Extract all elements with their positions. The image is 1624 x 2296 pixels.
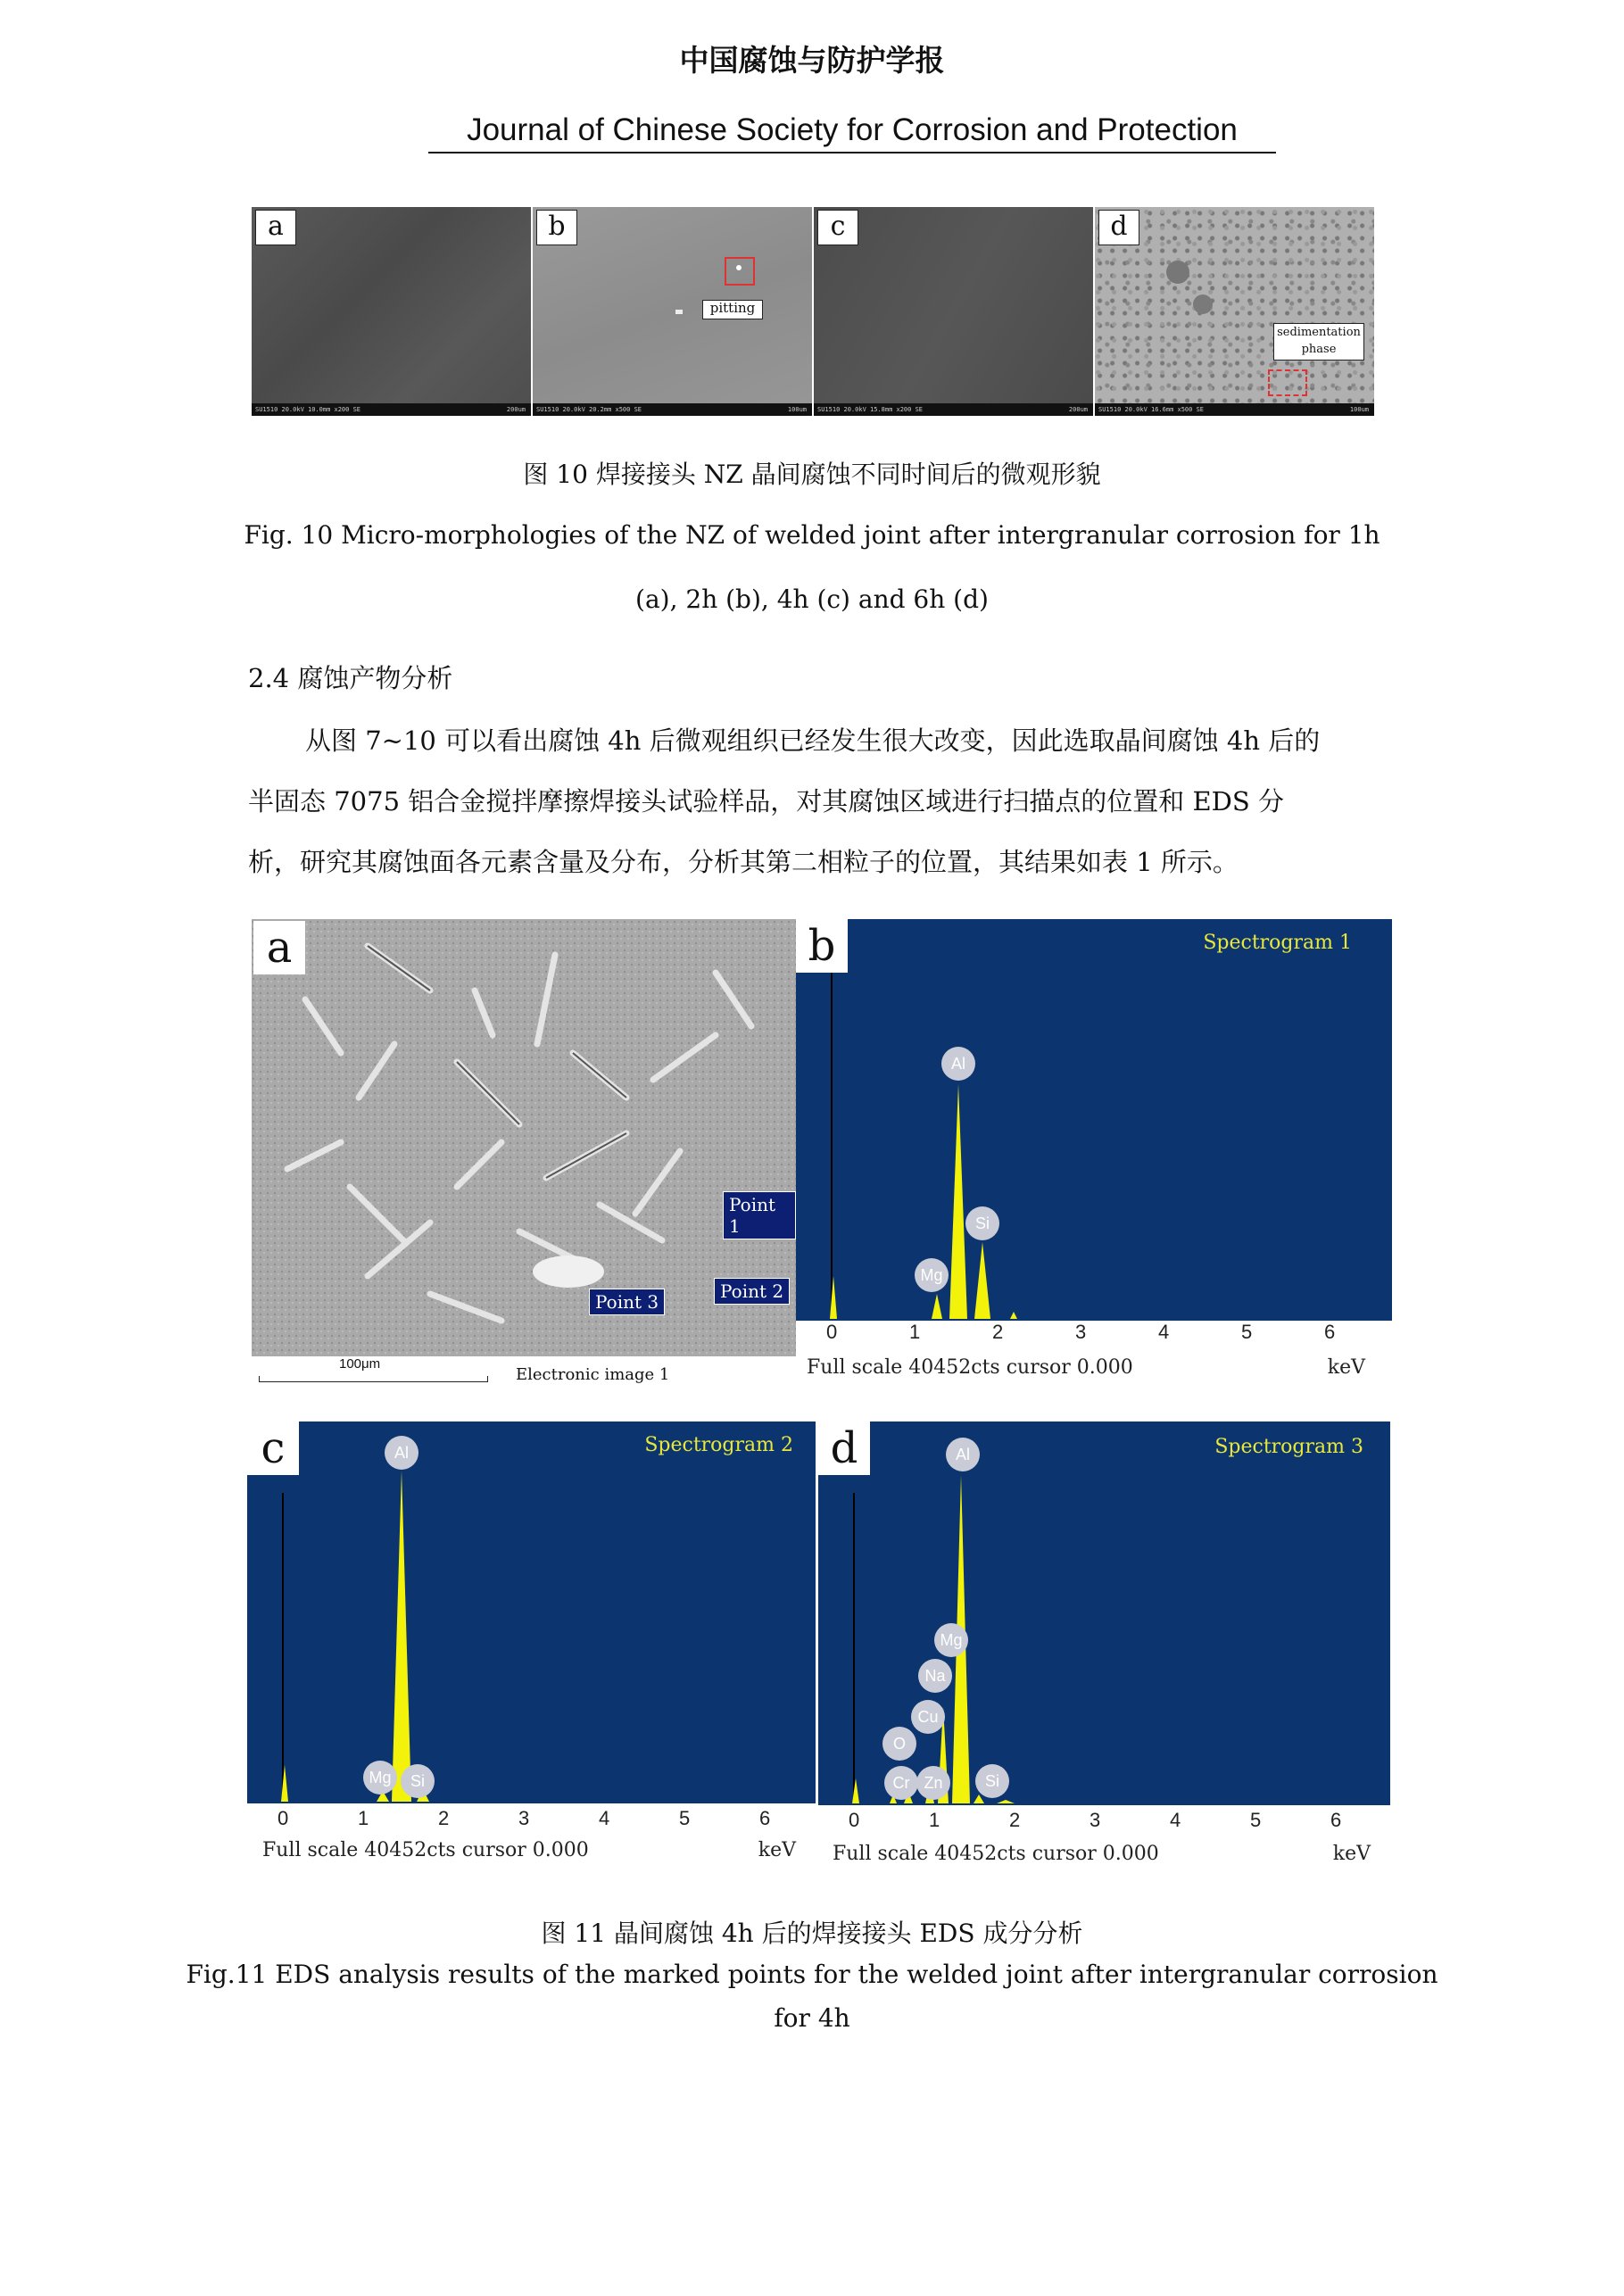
element-al-badge: Al: [385, 1436, 418, 1470]
sem-info-bar: SU1510 20.0kV 15.8mm x200 SE: [814, 403, 1093, 416]
pitting-label: pitting: [702, 300, 763, 319]
fig10-image-strip: [252, 207, 1374, 416]
fig11-panel-b-spectrum: [796, 919, 1392, 1397]
tick-4: 4: [1170, 1809, 1181, 1831]
fig11-panel-a-sem: [252, 919, 796, 1397]
panel-letter: b: [536, 210, 577, 245]
peak-si: [974, 1795, 984, 1803]
panel-letter: c: [247, 1422, 299, 1475]
element-al-badge: Al: [941, 1047, 975, 1081]
tick-4: 4: [599, 1807, 610, 1829]
sem-scale: 200um: [506, 406, 526, 413]
kev-label: keV: [1327, 1356, 1365, 1379]
tick-0: 0: [826, 1321, 838, 1343]
tick-1: 1: [909, 1321, 921, 1343]
section-heading: 2.4 腐蚀产物分析: [248, 663, 453, 693]
sediment-marker: [1268, 369, 1307, 396]
element-si-badge: Si: [965, 1206, 999, 1240]
fig10-panel-b: [533, 207, 814, 416]
peak-si: [974, 1242, 990, 1319]
paragraph-line-2: 半固态 7075 铝合金搅拌摩擦焊接头试验样品，对其腐蚀区域进行扫描点的位置和 EDS 分: [248, 786, 1284, 816]
element-mg-badge: Mg: [363, 1761, 397, 1795]
fig11-caption-cn: 图 11 晶间腐蚀 4h 后的焊接接头 EDS 成分分析: [541, 1919, 1083, 1948]
panel-letter: d: [1098, 210, 1139, 245]
image-label: Electronic image 1: [516, 1365, 670, 1384]
spectrum-plot: [247, 1422, 816, 1803]
tick-5: 5: [1241, 1321, 1253, 1343]
tick-3: 3: [1075, 1321, 1087, 1343]
element-mg-badge: Mg: [915, 1258, 949, 1292]
spectrum-plot: [796, 919, 1392, 1321]
tick-5: 5: [679, 1807, 691, 1829]
sem-info-bar: SU1510 20.0kV 20.2mm x500 SE: [533, 403, 812, 416]
element-cu-badge: Cu: [911, 1700, 945, 1734]
element-si-badge: Si: [975, 1764, 1009, 1798]
particle: [675, 310, 683, 314]
tick-6: 6: [759, 1807, 771, 1829]
fig10-panel-a: [252, 207, 533, 416]
fig10-caption-cn: 图 10 焊接接头 NZ 晶间腐蚀不同时间后的微观形貌: [523, 460, 1101, 489]
point-2-label: Point 2: [714, 1278, 790, 1305]
sem-scale: 100um: [1349, 406, 1369, 413]
panel-letter: b: [796, 919, 848, 973]
sem-info-bar: SU1510 20.0kV 16.6mm x500 SE: [1095, 403, 1374, 416]
tick-0: 0: [849, 1809, 860, 1831]
fig11-caption-en-1: Fig.11 EDS analysis results of the marked points for the welded joint after intergranular corrosion: [186, 1960, 1438, 1989]
fig10-panel-d: [1095, 207, 1374, 416]
pit-spot: [736, 265, 742, 270]
full-scale-label: Full scale 40452cts cursor 0.000: [807, 1356, 1133, 1379]
element-mg-badge: Mg: [934, 1623, 968, 1657]
spectrum-title: Spectrogram 1: [1203, 932, 1352, 954]
element-o-badge: O: [882, 1727, 916, 1761]
tick-2: 2: [992, 1321, 1004, 1343]
fig11-panel-c-spectrum: [247, 1422, 816, 1875]
sem-scale: 100um: [787, 406, 807, 413]
journal-title-cn: 中国腐蚀与防护学报: [679, 43, 945, 78]
panel-letter: a: [253, 921, 305, 974]
spectrum-axis: [247, 1803, 816, 1875]
fig11-panel-d-spectrum: [818, 1422, 1390, 1875]
paragraph-line-3: 析，研究其腐蚀面各元素含量及分布，分析其第二相粒子的位置，其结果如表 1 所示。: [248, 847, 1239, 877]
fig11-caption-en-2: for 4h: [774, 2003, 850, 2033]
tick-1: 1: [358, 1807, 369, 1829]
fig10-caption-en-2: (a), 2h (b), 4h (c) and 6h (d): [635, 584, 989, 614]
tick-4: 4: [1158, 1321, 1170, 1343]
sem-scale: 200um: [1068, 406, 1088, 413]
panel-letter: c: [817, 210, 858, 245]
peak-al: [392, 1471, 411, 1802]
paragraph-line-1: 从图 7~10 可以看出腐蚀 4h 后微观组织已经发生很大改变，因此选取晶间腐蚀 4h 后的: [305, 725, 1321, 756]
tick-6: 6: [1324, 1321, 1336, 1343]
element-cr-badge: Cr: [884, 1766, 918, 1800]
scale-label: 100μm: [339, 1356, 381, 1372]
tick-3: 3: [1090, 1809, 1101, 1831]
tick-6: 6: [1330, 1809, 1342, 1831]
peak-al: [949, 1084, 967, 1319]
tick-0: 0: [278, 1807, 289, 1829]
sem-footer: [252, 1356, 796, 1397]
fig10-caption-en-1: Fig. 10 Micro-morphologies of the NZ of welded joint after intergranular corrosion for 1h: [244, 520, 1380, 550]
tick-1: 1: [929, 1809, 940, 1831]
pit-marker: [725, 257, 755, 286]
sem-info-bar: SU1510 20.0kV 10.0mm x200 SE: [252, 403, 531, 416]
kev-label: keV: [758, 1839, 796, 1861]
tick-2: 2: [438, 1807, 450, 1829]
element-zn-badge: Zn: [916, 1766, 950, 1800]
tick-3: 3: [518, 1807, 530, 1829]
tick-2: 2: [1009, 1809, 1021, 1831]
sedimentation-label: [1273, 323, 1364, 361]
peak-tail: [1010, 1312, 1017, 1319]
point-3-label: Point 3: [589, 1289, 665, 1315]
label-line2: phase: [1301, 343, 1337, 356]
panel-letter: a: [255, 210, 296, 245]
spectrum-title: Spectrogram 2: [644, 1434, 793, 1456]
element-si-badge: Si: [401, 1764, 435, 1798]
spectrum-axis: [818, 1805, 1390, 1875]
point-1-label: Point 1: [723, 1191, 796, 1239]
tick-5: 5: [1250, 1809, 1262, 1831]
full-scale-label: Full scale 40452cts cursor 0.000: [833, 1843, 1159, 1865]
sediment-dark-spot: [1193, 294, 1213, 314]
peak-tail: [997, 1800, 1015, 1803]
panel-letter: d: [818, 1422, 870, 1475]
full-scale-label: Full scale 40452cts cursor 0.000: [262, 1839, 589, 1861]
sediment-dark-spot: [1166, 261, 1189, 284]
fig10-panel-c: [814, 207, 1095, 416]
peak-mg: [932, 1294, 942, 1319]
kev-label: keV: [1332, 1843, 1371, 1865]
journal-title-en: Journal of Chinese Society for Corrosion and Protection: [428, 112, 1276, 153]
spectrum-axis: [796, 1321, 1392, 1397]
scale-bar: [259, 1376, 488, 1382]
label-line1: sedimentation: [1277, 326, 1361, 339]
element-al-badge: Al: [946, 1438, 980, 1471]
element-na-badge: Na: [918, 1659, 952, 1693]
spectrum-title: Spectrogram 3: [1214, 1436, 1363, 1458]
